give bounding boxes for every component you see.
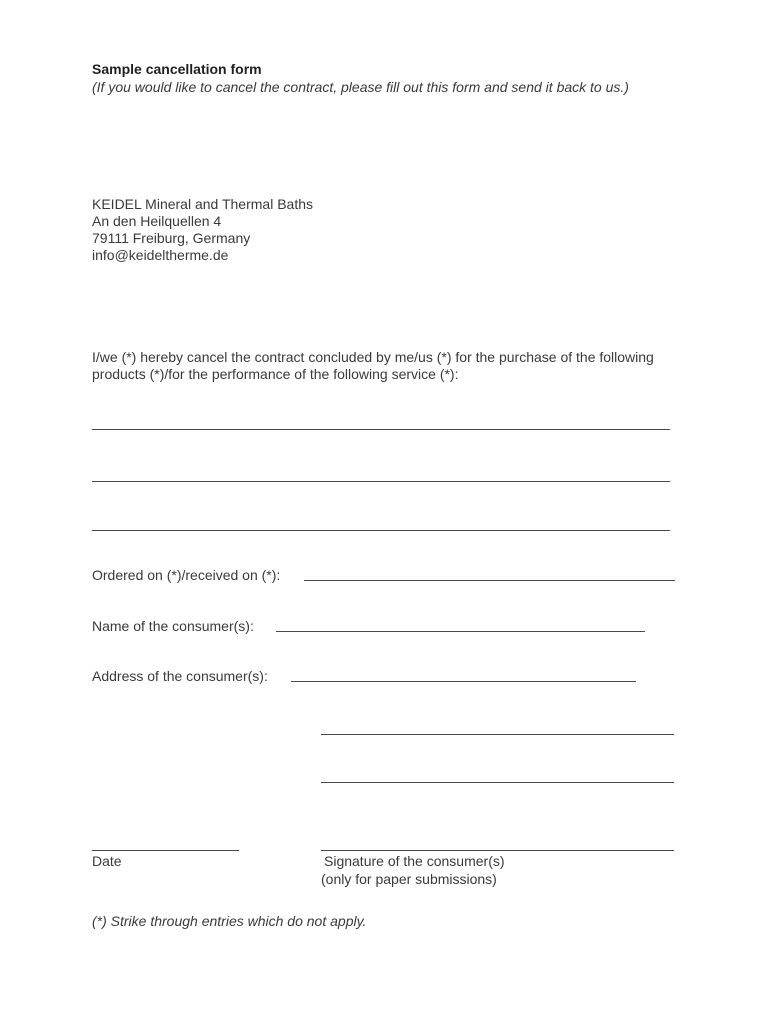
recipient-email: info@keideltherme.de	[92, 247, 229, 263]
date-label: Date	[92, 853, 122, 869]
consumer-address-label: Address of the consumer(s):	[92, 668, 268, 684]
consumer-name-label: Name of the consumer(s):	[92, 618, 254, 634]
recipient-name: KEIDEL Mineral and Thermal Baths	[92, 196, 313, 212]
recipient-street: An den Heilquellen 4	[92, 213, 222, 229]
recipient-city: 79111 Freiburg, Germany	[92, 230, 251, 246]
consumer-address-field-3[interactable]	[321, 782, 674, 783]
consumer-name-field[interactable]	[276, 631, 645, 632]
cancellation-statement: I/we (*) hereby cancel the contract concluded by me/us (*) for the purchase of the following products (*)/for the performance of the following service (*):	[92, 349, 654, 382]
consumer-address-field-2[interactable]	[321, 734, 674, 735]
form-title: Sample cancellation form	[92, 61, 262, 77]
consumer-address-field-1[interactable]	[291, 681, 636, 682]
ordered-on-field[interactable]	[304, 580, 675, 581]
footnote: (*) Strike through entries which do not apply.	[92, 913, 367, 929]
ordered-on-label: Ordered on (*)/received on (*):	[92, 567, 281, 583]
product-line-3[interactable]	[92, 530, 670, 531]
product-line-2[interactable]	[92, 481, 670, 482]
form-subtitle: (If you would like to cancel the contract, please fill out this form and send it back to us.)	[92, 79, 629, 95]
date-field[interactable]	[92, 850, 239, 851]
signature-field[interactable]	[321, 850, 674, 851]
signature-label: Signature of the consumer(s)	[324, 853, 505, 869]
signature-note: (only for paper submissions)	[321, 871, 497, 887]
product-line-1[interactable]	[92, 429, 670, 430]
